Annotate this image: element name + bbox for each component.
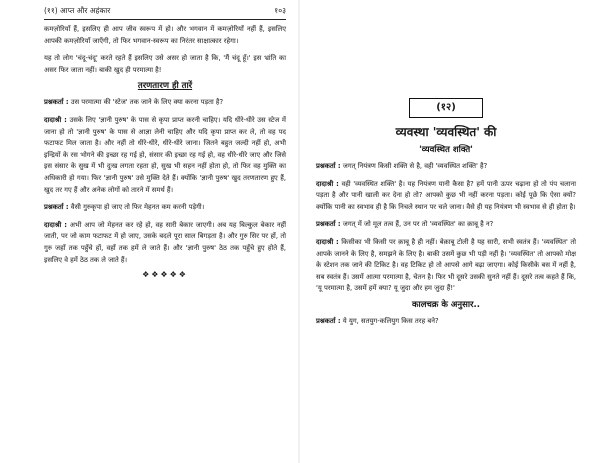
section-heading: कालचक्र के अनुसार.. bbox=[412, 299, 480, 310]
ornament-divider: ❖❖❖❖❖ bbox=[142, 270, 188, 280]
question bbox=[44, 202, 286, 214]
speaker-label: प्रश्नकर्ता : bbox=[316, 316, 341, 325]
answer bbox=[316, 179, 576, 214]
chapter-number-box: (१२) bbox=[409, 98, 483, 118]
answer-text: वही 'व्यवस्थित शक्ति' है। यह नियंत्रण यानी कैसा है? हमें पानी ऊपर चढ़ाना हो तो पंप चलाना पड़ता है और पानी खाली कर देना हो तो? आपको कुछ भी नहीं करना पड़ता। कोई पूछे कि ऐसा क्यों? क्योंकि पानी का स्वभाव ही है कि निचले स्थान पर चले जाना। वैसे ही यह नियंत्रण भी स्वभाव से ही होता है। bbox=[316, 179, 576, 211]
answer-text: किसीका भी किसी पर क़ाबू है ही नहीं। बेक़ाबू टोली है यह सारी, सभी स्वतंत्र हैं। 'व्यवस्थित' तो आपके जानने के लिए है, समझने के लिए है। बाकी उसमें कुछ भी पड़ी नहीं है। 'व्यवस्थित' तो आपको मोक्ष के स्टेशन तक जाने की टिकिट है। वह टिकिट हो तो आपसे आगे बढ़ा जाएगा। कोई किसीके बस में नहीं है, सब स्वतंत्र हैं। उसमें आत्मा परमात्मा है, चेतन है। फिर भी दूसरे उसकी सुनते नहीं हैं। दूसरे तत्व कहते हैं कि, 'यू परमात्मा है, उसमें हमें क्या? यू जुदा और हम जुदा हैं!' bbox=[316, 237, 576, 293]
running-header bbox=[44, 6, 286, 16]
question bbox=[316, 219, 576, 231]
section-heading: तरणतारण ही तारें bbox=[137, 81, 193, 92]
speaker-label: प्रश्नकर्ता : bbox=[44, 203, 69, 212]
paragraph: कमज़ोरियाँ हैं, इसलिए ही आप जीव स्वरूप में हो। और भगवान में कमज़ोरियाँ नहीं हैं, इसलिए आपकी कमज़ोरियाँ जाएँगी, तो फिर भगवान-स्वरूप का निरंतर साक्षात्कार रहेगा। bbox=[44, 25, 286, 45]
speaker-label: दादाश्री : bbox=[316, 179, 339, 188]
answer bbox=[44, 115, 286, 196]
speaker-label: प्रश्नकर्ता : bbox=[316, 220, 341, 229]
question-text: उस परमात्मा की 'स्टेज' तक जाने के लिए क्या करना पड़ता है? bbox=[70, 98, 224, 107]
answer bbox=[316, 237, 576, 295]
paragraph: यह तो लोग 'चंदू-चंदू' करते रहते हैं इसलिए उसे असर हो जाता है कि, 'मैं चंदू हूँ।' इस भ्रांति का असर फिर जाता नहीं। बाकी खुद ही परमात्मा है! bbox=[44, 54, 286, 74]
question-text: जगत् नियंत्रण किसी शक्ति से है, वही 'व्यवस्थित शक्ति' है? bbox=[342, 162, 488, 170]
question-text: जगत् में जो मूल तत्व हैं, उन पर तो 'व्यवस्थित' का क़ाबू है न? bbox=[342, 220, 494, 229]
question bbox=[316, 161, 576, 173]
speaker-label: प्रश्नकर्ता : bbox=[316, 162, 341, 170]
speaker-label: दादाश्री : bbox=[316, 237, 339, 246]
speaker-label: दादाश्री : bbox=[44, 220, 67, 229]
right-page bbox=[300, 0, 600, 463]
question-text: वैसी गुरुकृपा हो जाए तो फिर मेहनत कम करनी पड़ेगी। bbox=[70, 203, 205, 212]
question-text: ये युग, सतयुग-कलियुग किस तरह बने? bbox=[342, 316, 439, 325]
header-rule bbox=[44, 19, 286, 20]
answer-text: उसके लिए 'ज्ञानी पुरुष' के पास से कृपा प्राप्त करनी चाहिए। यदि धीरे-धीरे उस स्टेज में जाना हो तो 'ज्ञानी पुरुष' के पास से आज्ञा लेनी चाहिए और यदि कृपा प्राप्त कर ले, तो वह पद फटाफट मिल जाता है। और नहीं तो धीरे-धीरे, धीरे-धीरे जाना। जितने बहुत जल्दी नहीं हो, अभी इन्द्रियों के रस भोगने की इच्छा रह गई हो, संसार की इच्छा रह गई हो, वह धीरे-धीरे जाए और जिसे इस संसार के सुख में भी दुःख लगता रहता हो, सुख भी सहन नहीं होता हो, तो फिर वह मुक्ति का अधिकारी हो गया। फिर 'ज्ञानी पुरुष' उसे मुक्ति देते हैं। क्योंकि 'ज्ञानी पुरुष' खुद तरणतारण हुए हैं, खुद तर गए हैं और अनेक लोगों को तारने में समर्थ हैं। bbox=[44, 115, 286, 194]
speaker-label: प्रश्नकर्ता : bbox=[44, 98, 69, 107]
question bbox=[44, 97, 286, 109]
chapter-title: व्यवस्था 'व्यवस्थित' की bbox=[395, 125, 497, 139]
question bbox=[316, 316, 576, 328]
page-number: १०३ bbox=[274, 6, 286, 15]
speaker-label: दादाश्री : bbox=[44, 115, 67, 124]
answer bbox=[44, 220, 286, 266]
section-heading: 'व्यवस्थित शक्ति' bbox=[419, 145, 473, 155]
answer-text: अभी आप जो मेहनत कर रहे हो, वह सारी बेकार जाएगी। अब यह बिल्कुल बेकार नहीं जाती, पर जो काम फटाफट में हो जाए, उसके बदले पूरा साल बिगड़ता है। और गुरु सिर पर हों, तो गुरु जहाँ तक पहुँचे हों, वहाँ तक हमें ले जाते हैं। और 'ज्ञानी पुरुष' ठेठ तक पहुँचे हुए होते हैं, इसलिए वे हमें ठेठ तक ले जाते हैं। bbox=[44, 220, 286, 264]
chapter-label: (११) आप्त और अहंकार bbox=[44, 6, 111, 15]
